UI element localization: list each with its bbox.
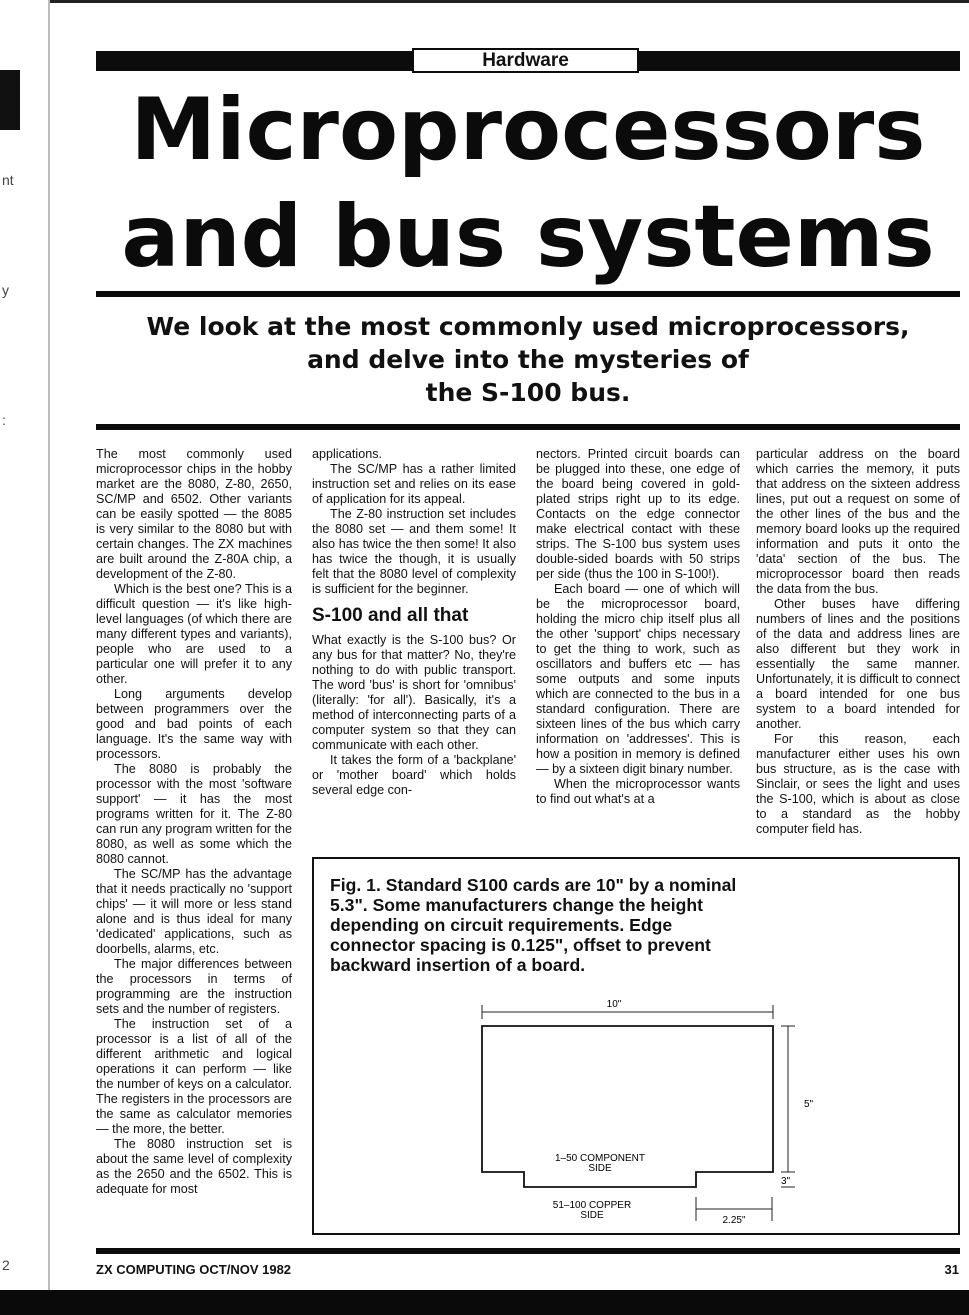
paragraph: Long arguments develop between programmers over the good and bad points of each language. It's the same way with processors.: [96, 687, 292, 761]
dimension-width-label: 10": [606, 999, 622, 1010]
section-header: [96, 48, 960, 73]
paragraph: What exactly is the S-100 bus? Or any bus for that matter? No, they're nothing to do with public transport. The word 'bus' is short for 'omnibus' (literally: 'for all'). Basically, it's a method of interconnecting parts of a computer system so that they can communicate with each other.: [312, 633, 516, 752]
headline-line-2: and bus systems: [121, 187, 935, 287]
s100-card-diagram: [314, 859, 958, 1233]
scan-bottom-edge: [0, 1290, 969, 1315]
standfirst-line: the S-100 bus.: [425, 378, 631, 407]
paragraph: When the microprocessor wants to find out what's at a: [536, 777, 740, 806]
paragraph: The 8080 instruction set is about the same level of complexity as the 2650 and the 6502. This is adequate for most: [96, 1137, 292, 1196]
paragraph: For this reason, each manufacturer either uses his own bus structure, as is the case with Sinclair, or sees the light and uses the S-100, which is about as close to a standard as the hobby computer field has.: [756, 732, 960, 836]
dimension-tab-label: 3": [781, 1176, 791, 1187]
paragraph: Each board — one of which will be the microprocessor board, holding the micro chip itself plus all the other 'support' chips necessary to get the thing to work, such as oscillators and buffers etc — has some outputs and some inputs which are connected to the bus in a standard configuration. There are sixteen lines of the bus which carry information on 'addresses'. This is how a position in memory is defined — by a sixteen digit binary number.: [536, 582, 740, 776]
paragraph: It takes the form of a 'backplane' or 'mother board' which holds several edge con-: [312, 753, 516, 797]
article-column-3: [536, 447, 740, 807]
top-edge: [48, 0, 969, 3]
section-label: Hardware: [412, 48, 639, 73]
paragraph: The SC/MP has a rather limited instruction set and relies on its ease of application for its appeal.: [312, 462, 516, 506]
subheading: S-100 and all that: [312, 605, 469, 626]
dimension-height-label: 5": [804, 1099, 814, 1110]
margin-fragment: y: [2, 282, 9, 298]
standfirst: [96, 310, 960, 409]
component-side-label: SIDE: [588, 1163, 612, 1174]
header-bar-right: [639, 51, 960, 71]
paragraph: The SC/MP has the advantage that it needs practically no 'support chips' — it will more or less stand alone and is thus ideal for many 'dedicated' applications, such as doorbells, alarms, etc.: [96, 867, 292, 956]
margin-fragment: 2: [2, 1257, 10, 1273]
paragraph: Which is the best one? This is a difficult question — it's like high-level languages (of which there are many different types and variants), people who are used to a particular one will prefer it to any other.: [96, 582, 292, 686]
copper-side-label: SIDE: [580, 1210, 604, 1221]
component-side-label: 1–50 COMPONENT: [554, 1153, 646, 1164]
figure-caption: Fig. 1. Standard S100 cards are 10" by a nominal 5.3". Some manufacturers change the height depending on circuit requirements. Edge connector spacing is 0.125", offset to prevent backward insertion of a board.: [330, 875, 737, 975]
standfirst-line: and delve into the mysteries of: [307, 345, 749, 374]
paragraph: The Z-80 instruction set includes the 8080 set — and them some! It also has twice the then some! It also has twice the though, it is usually felt that the 8080 level of complexity is sufficient for the beginner.: [312, 507, 516, 596]
previous-page-block: [0, 70, 20, 130]
headline-line-1: Microprocessors: [130, 80, 926, 180]
paragraph: The most commonly used microprocessor chips in the hobby market are the 8080, Z-80, 2650, SC/MP and 6502. Other variants can be easily spotted — the 8085 is very similar to the 8080 but with certain changes. The ZX machines are built around the Z-80A chip, a development of the Z-80.: [96, 447, 292, 581]
paragraph: particular address on the board which carries the memory, it puts that address on the sixteen address lines, put out a request on some of the other lines of the bus and the memory board looks up the required information and puts it onto the 'data' section of the bus. The microprocessor board then reads the data from the bus.: [756, 447, 960, 596]
paragraph: The instruction set of a processor is a list of all of the different arithmetic and logical operations it can perform — like the number of keys on a calculator. The registers in the processors are the same as calculator memories — the more, the better.: [96, 1017, 292, 1136]
article-column-1: [96, 447, 292, 1197]
dimension-offset-label: 2.25": [722, 1215, 746, 1226]
copper-side-label: 51–100 COPPER: [552, 1200, 632, 1211]
paragraph: nectors. Printed circuit boards can be plugged into these, one edge of the board being covered in gold-plated strips right up to its edge. Contacts on the edge connector make electrical contact with these strips. The S-100 bus system uses double-sided boards with 50 strips per side (thus the 100 in S-100!).: [536, 447, 740, 581]
footer-rule: [96, 1248, 960, 1254]
footer-issue: ZX COMPUTING OCT/NOV 1982: [96, 1262, 292, 1277]
standfirst-rule: [96, 424, 960, 430]
paragraph: The 8080 is probably the processor with the most 'software support' — it has the most programs written for it. The Z-80 can run any program written for the 8080, as well as some which the 8080 cannot.: [96, 762, 292, 866]
paragraph: The major differences between the processors in terms of programming are the instruction sets and the number of registers.: [96, 957, 292, 1016]
paragraph: applications.: [312, 447, 383, 461]
standfirst-line: We look at the most commonly used microprocessors,: [146, 312, 910, 341]
article-column-2: [312, 447, 516, 798]
figure-box: [312, 857, 960, 1235]
page-number: 31: [944, 1262, 959, 1277]
previous-page-edge: [0, 0, 50, 1315]
header-bar-left: [96, 51, 412, 71]
margin-fragment: :: [2, 412, 6, 428]
margin-fragment: nt: [2, 172, 14, 188]
paragraph: Other buses have differing numbers of lines and the positions of the data and address lines are also different but they work in essentially the same manner. Unfortunately, it is difficult to connect a board intended for one bus system to a board intended for another.: [756, 597, 960, 731]
article-column-4: [756, 447, 960, 837]
headline-rule: [96, 291, 960, 297]
